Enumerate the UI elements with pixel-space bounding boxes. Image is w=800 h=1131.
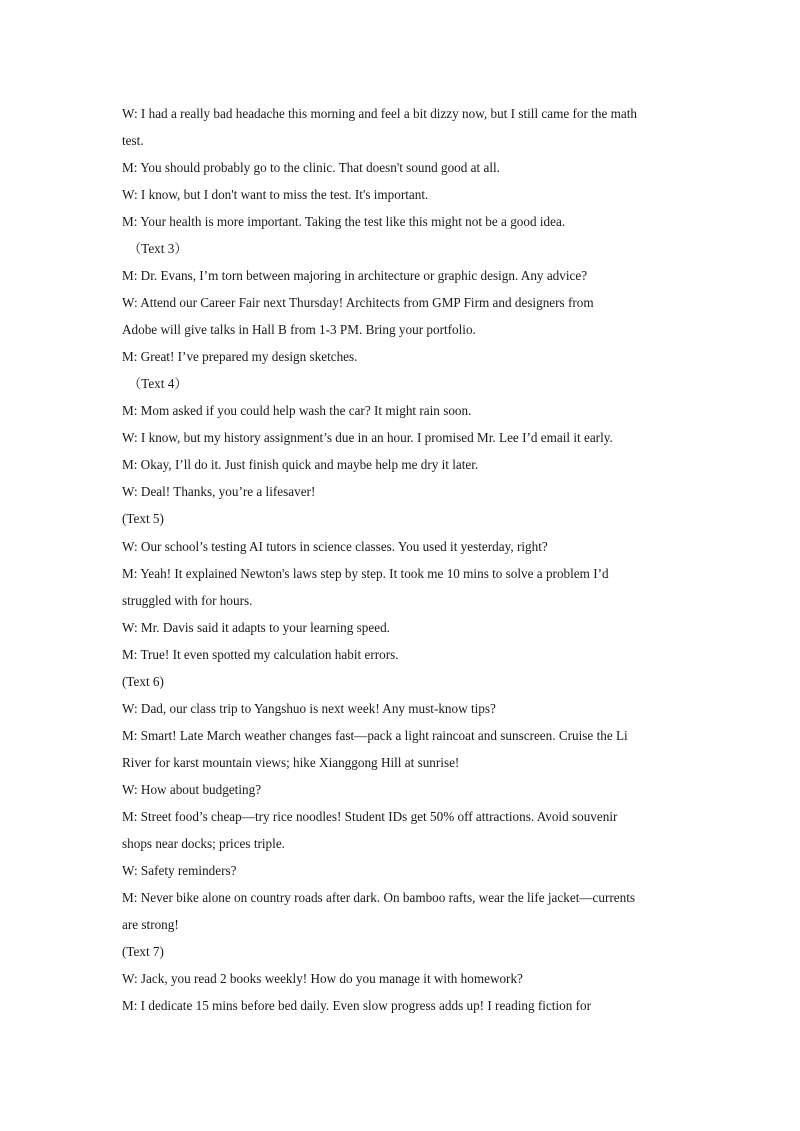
section-heading-text-6: (Text 6) bbox=[122, 673, 164, 689]
transcript-line: River for karst mountain views; hike Xianggong Hill at sunrise! bbox=[122, 754, 460, 770]
transcript-line: M: Mom asked if you could help wash the car? It might rain soon. bbox=[122, 403, 472, 419]
transcript-line: W: Our school’s testing AI tutors in science classes. You used it yesterday, right? bbox=[122, 538, 548, 554]
transcript-line: W: Deal! Thanks, you’re a lifesaver! bbox=[122, 484, 316, 500]
transcript-line: W: Jack, you read 2 books weekly! How do you manage it with homework? bbox=[122, 971, 523, 986]
transcript-line: M: Great! I’ve prepared my design sketches. bbox=[122, 349, 358, 365]
transcript-line: W: I know, but my history assignment’s due in an hour. I promised Mr. Lee I’d email it early. bbox=[122, 430, 613, 446]
transcript-line: M: Never bike alone on country roads after dark. On bamboo rafts, wear the life jacket—currents bbox=[122, 889, 636, 905]
transcript-line: M: True! It even spotted my calculation habit errors. bbox=[122, 646, 399, 662]
section-heading-text-3: （Text 3） bbox=[128, 241, 188, 257]
transcript-line: M: Yeah! It explained Newton's laws step by step. It took me 10 mins to solve a problem I’d bbox=[122, 565, 609, 581]
transcript-line: W: Attend our Career Fair next Thursday! Architects from GMP Firm and designers from bbox=[122, 295, 594, 311]
section-heading-text-4: （Text 4） bbox=[128, 376, 188, 392]
transcript-line: M: Dr. Evans, I’m torn between majoring in architecture or graphic design. Any advice? bbox=[122, 268, 588, 284]
section-heading-text-7: (Text 7) bbox=[122, 943, 164, 959]
transcript-line: test. bbox=[122, 133, 144, 149]
transcript-line: Adobe will give talks in Hall B from 1-3 PM. Bring your portfolio. bbox=[122, 322, 476, 338]
transcript-line: M: I dedicate 15 mins before bed daily. Even slow progress adds up! I reading fiction for bbox=[122, 998, 591, 1014]
section-heading-text-5: (Text 5) bbox=[122, 511, 164, 527]
transcript-line: M: Smart! Late March weather changes fast—pack a light raincoat and sunscreen. Cruise the Li bbox=[122, 727, 628, 743]
transcript-line: M: You should probably go to the clinic. That doesn't sound good at all. bbox=[122, 160, 500, 176]
transcript-line: W: I know, but I don't want to miss the test. It's important. bbox=[122, 187, 429, 203]
transcript-line: W: I had a really bad headache this morning and feel a bit dizzy now, but I still came for the math bbox=[122, 106, 637, 121]
transcript-line: are strong! bbox=[122, 916, 179, 932]
transcript-line: struggled with for hours. bbox=[122, 592, 253, 608]
transcript-line: W: Dad, our class trip to Yangshuo is next week! Any must-know tips? bbox=[122, 700, 496, 716]
transcript-line: W: Mr. Davis said it adapts to your learning speed. bbox=[122, 619, 390, 635]
transcript-line: W: How about budgeting? bbox=[122, 781, 262, 797]
transcript-line: shops near docks; prices triple. bbox=[122, 835, 285, 851]
transcript-line: M: Okay, I’ll do it. Just finish quick and maybe help me dry it later. bbox=[122, 457, 479, 473]
transcript-line: M: Your health is more important. Taking the test like this might not be a good idea. bbox=[122, 214, 566, 230]
transcript-line: M: Street food’s cheap—try rice noodles! Student IDs get 50% off attractions. Avoid souvenir bbox=[122, 808, 618, 824]
transcript-line: W: Safety reminders? bbox=[122, 862, 237, 878]
transcript-body bbox=[122, 103, 662, 1022]
